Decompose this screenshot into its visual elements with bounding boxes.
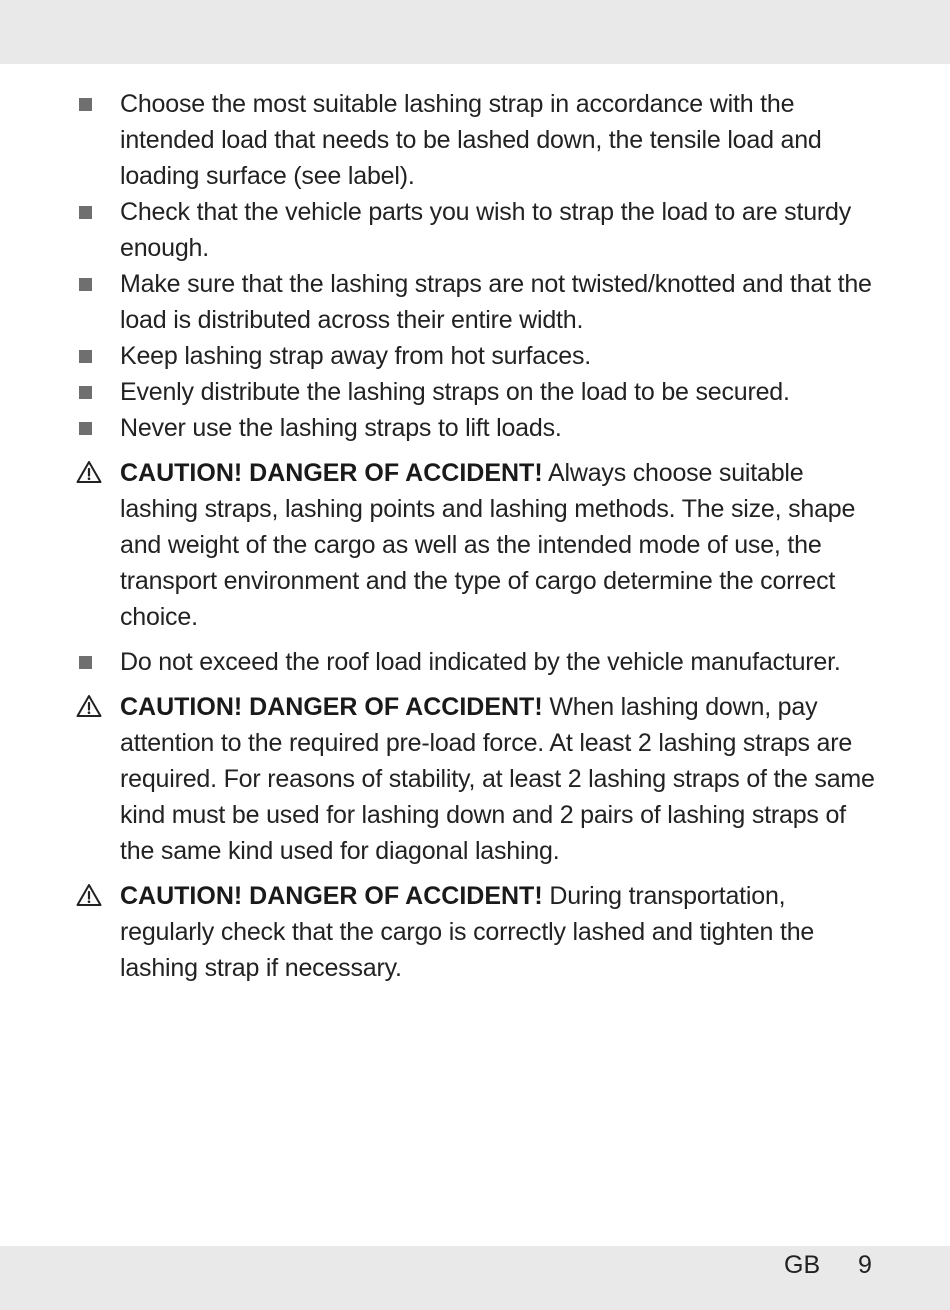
caution-label: CAUTION! DANGER OF ACCIDENT! bbox=[120, 459, 543, 487]
list-item bbox=[76, 410, 876, 446]
list-item bbox=[76, 338, 876, 374]
square-bullet-icon bbox=[76, 194, 100, 230]
language-code: GB bbox=[784, 1251, 821, 1279]
instruction-list bbox=[76, 86, 876, 995]
warning-triangle-icon bbox=[76, 689, 100, 725]
warning-text: Always choose suitable lashing straps, lashing points and lashing methods. The size, shape and weight of the cargo as well as the intended mode of use, the transport environment and the type of cargo determine the correct choice. bbox=[120, 459, 856, 631]
square-bullet-icon bbox=[76, 86, 100, 122]
warning-text: When lashing down, pay attention to the required pre-load force. At least 2 lashing straps are required. For reasons of stability, at least 2 lashing straps of the same kind must be used for lashing down and 2 pairs of lashing straps of the same kind used for diagonal lashing. bbox=[120, 693, 875, 865]
page-footer bbox=[0, 1246, 950, 1310]
warning-item bbox=[76, 878, 876, 986]
list-item-text: Check that the vehicle parts you wish to strap the load to are sturdy enough. bbox=[120, 198, 852, 262]
list-item bbox=[76, 266, 876, 338]
list-item-text: Do not exceed the roof load indicated by the vehicle manufacturer. bbox=[120, 648, 841, 676]
square-bullet-icon bbox=[76, 338, 100, 374]
square-bullet-icon bbox=[76, 374, 100, 410]
warning-item bbox=[76, 455, 876, 635]
square-bullet-icon bbox=[76, 266, 100, 302]
square-bullet-icon bbox=[76, 644, 100, 680]
square-bullet-icon bbox=[76, 410, 100, 446]
warning-triangle-icon bbox=[76, 455, 100, 491]
warning-item bbox=[76, 689, 876, 869]
caution-label: CAUTION! DANGER OF ACCIDENT! bbox=[120, 693, 543, 721]
top-margin-band bbox=[0, 0, 950, 64]
list-item-text: Make sure that the lashing straps are not twisted/knotted and that the load is distributed across their entire width. bbox=[120, 270, 872, 334]
warning-triangle-icon bbox=[76, 878, 100, 914]
list-item bbox=[76, 86, 876, 194]
caution-label: CAUTION! DANGER OF ACCIDENT! bbox=[120, 882, 543, 910]
list-item bbox=[76, 194, 876, 266]
list-item-text: Evenly distribute the lashing straps on the load to be secured. bbox=[120, 378, 790, 406]
warning-text: During transportation, regularly check that the cargo is correctly lashed and tighten the lashing strap if necessary. bbox=[120, 882, 815, 982]
list-item-text: Keep lashing strap away from hot surfaces. bbox=[120, 342, 592, 370]
list-item bbox=[76, 644, 876, 680]
list-item-text: Choose the most suitable lashing strap in accordance with the intended load that needs to be lashed down, the tensile load and loading surface (see label). bbox=[120, 90, 822, 190]
list-item bbox=[76, 374, 876, 410]
list-item-text: Never use the lashing straps to lift loads. bbox=[120, 414, 562, 442]
page-number: 9 bbox=[858, 1251, 872, 1279]
